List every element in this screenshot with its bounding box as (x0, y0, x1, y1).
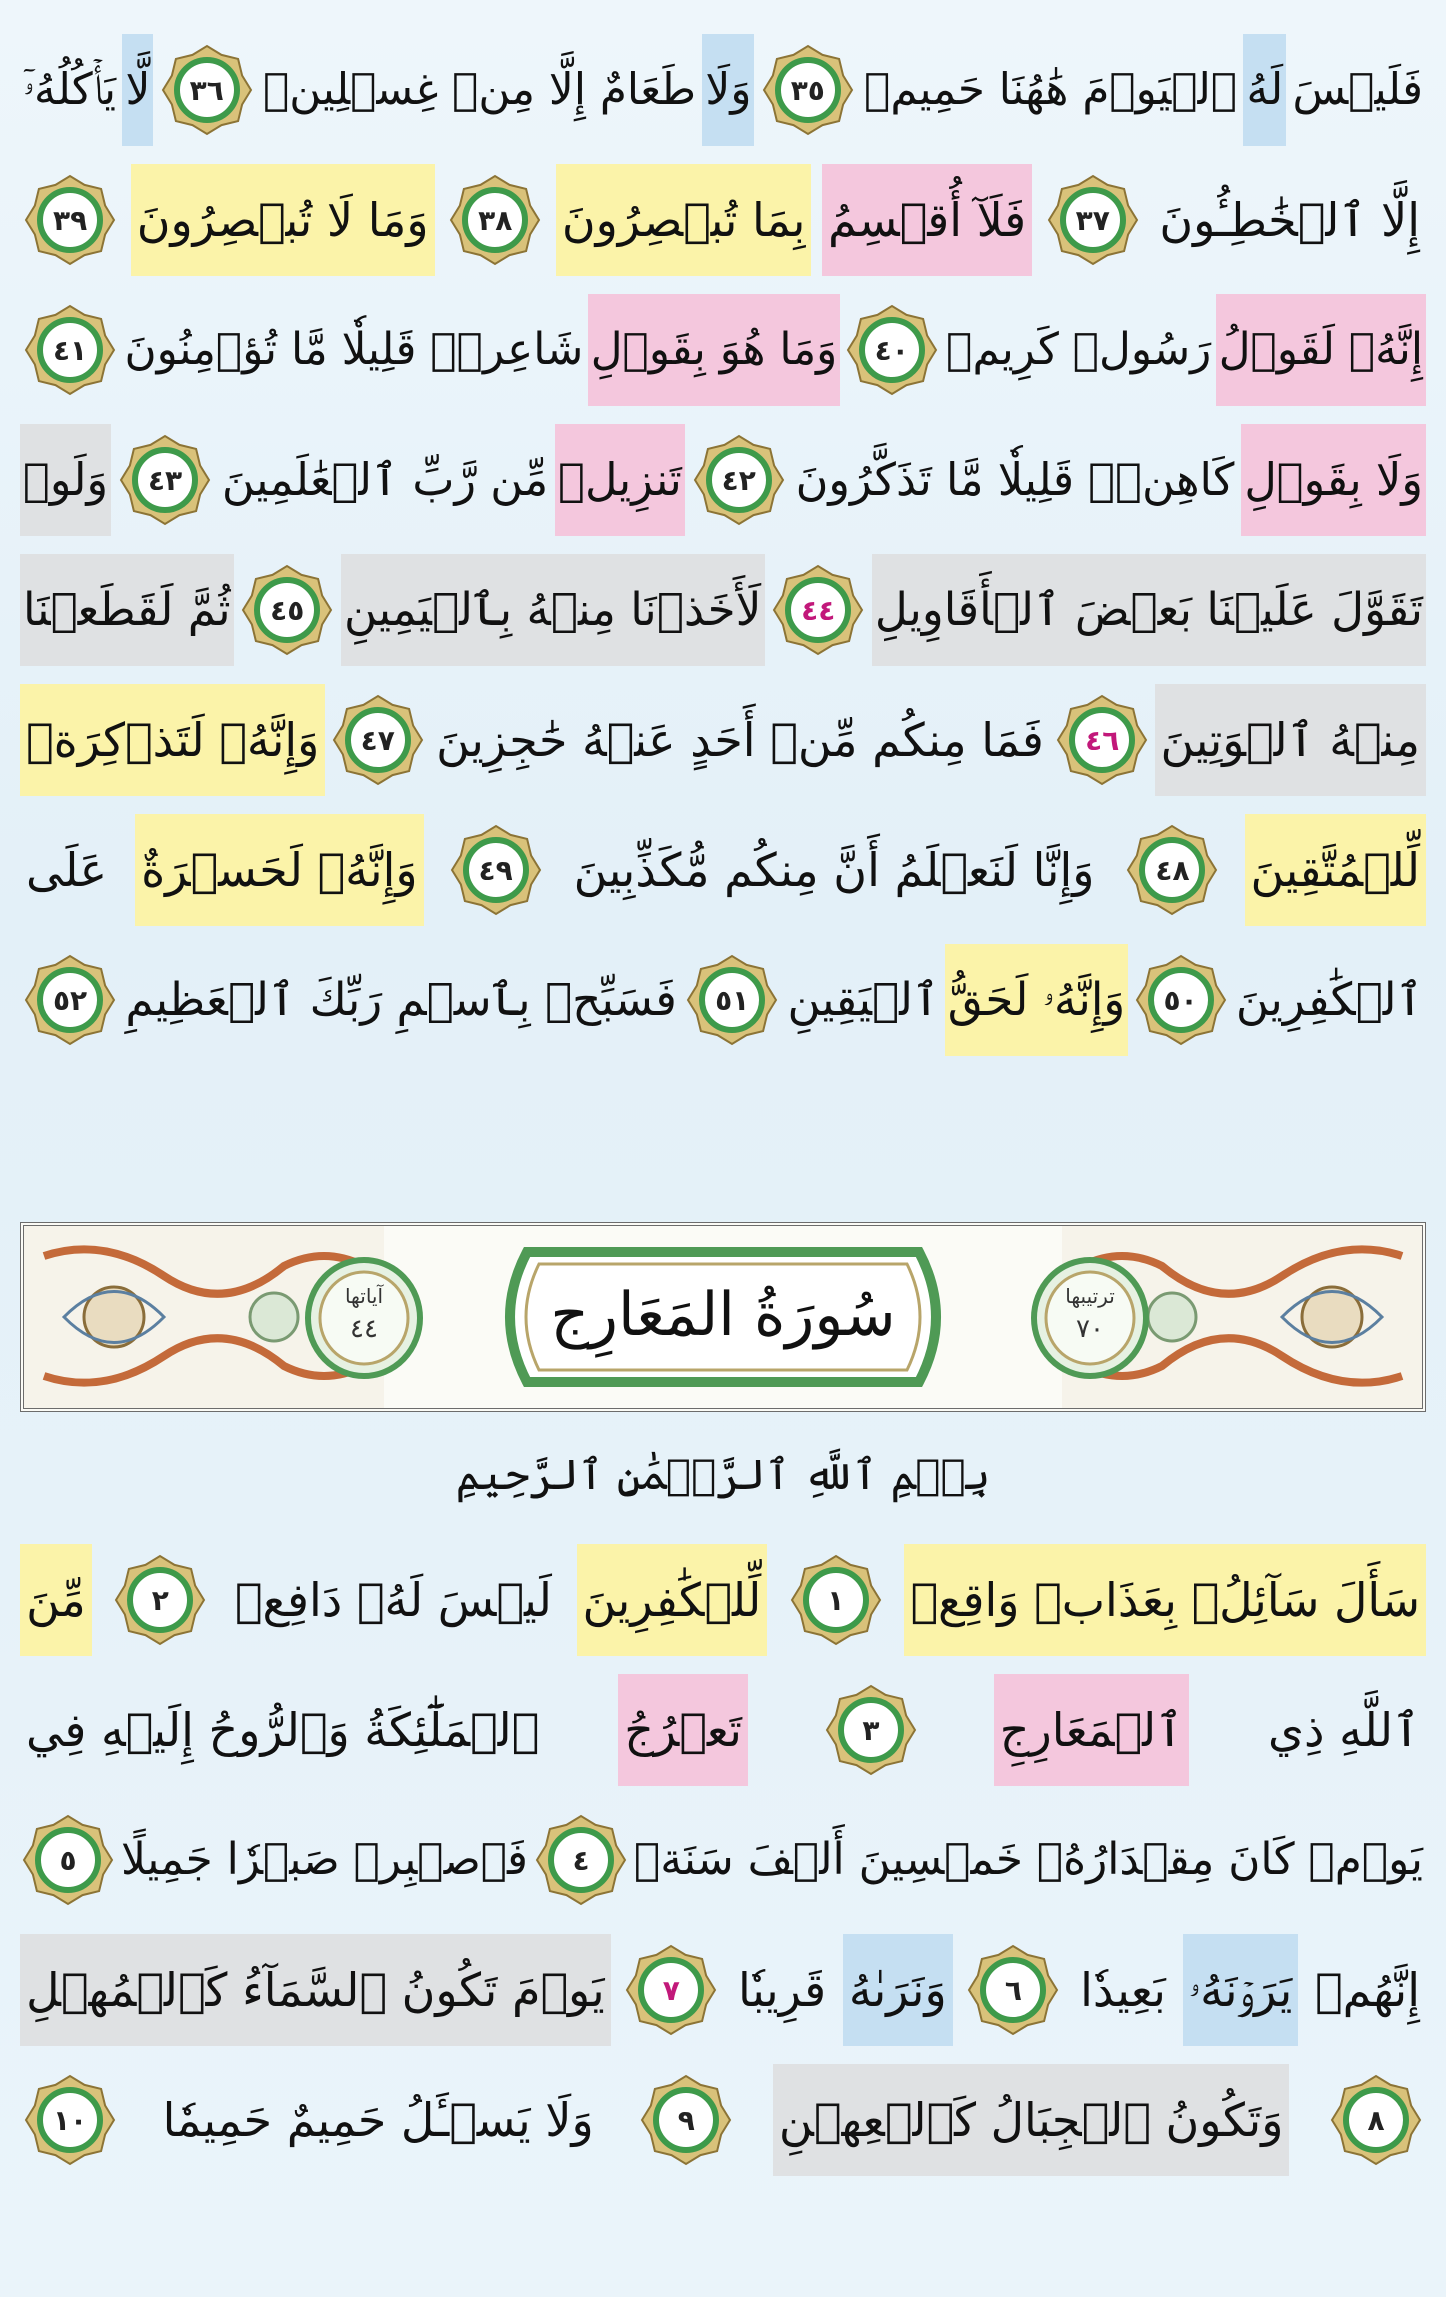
surah-order-medal (1030, 1256, 1150, 1380)
verse-text: مِنۡهُ ٱلۡوَتِينَ (1155, 684, 1426, 796)
ayah-number: ٤٠ (874, 333, 909, 367)
ayah-number: ٣٨ (478, 203, 513, 237)
ayah-marker (450, 824, 542, 916)
ayah-marker (967, 1944, 1059, 2036)
ayah-marker (161, 44, 253, 136)
surah-title: سُورَةُ المَعَارِج (550, 1280, 896, 1350)
ayah-number: ٣٥ (790, 73, 825, 107)
verse-text: وَإِنَّهُۥ لَتَذۡكِرَةٞ (20, 684, 325, 796)
ayat-number: ٤٤ (350, 1314, 378, 1344)
verse-text: وَنَرَىٰهُ (843, 1934, 953, 2046)
ayah-number: ٤٢ (721, 463, 756, 497)
order-label: ترتيبها (1065, 1284, 1115, 1308)
verse-text: مِّن رَّبِّ ٱلۡعَٰلَمِينَ (221, 454, 549, 506)
verse-text: إِنَّهُۥ لَقَوۡلُ (1216, 294, 1426, 406)
ayah-marker (762, 44, 854, 136)
ayah-number: ٣٩ (52, 203, 88, 237)
verse-text: بَعِيدٗا (1080, 1963, 1166, 2017)
verse-text: تَعۡرُجُ (618, 1674, 748, 1786)
ayah-marker (241, 564, 333, 656)
verse-text: مِّنَ (20, 1544, 92, 1656)
ayah-number: ٢ (151, 1583, 169, 1617)
verse-text: يَأۡكُلُهُۥٓ (23, 64, 117, 115)
ayah-marker (535, 1814, 627, 1906)
ayah-marker (1126, 824, 1218, 916)
verse-line (20, 1790, 1426, 1930)
ayah-number: ٥٢ (52, 983, 88, 1017)
verse-text: تَقَوَّلَ عَلَيۡنَا بَعۡضَ ٱلۡأَقَاوِيلِ (872, 554, 1426, 666)
ayah-marker (1330, 2074, 1422, 2166)
ayah-marker (772, 564, 864, 656)
ayah-number: ١ (827, 1583, 845, 1617)
verse-text: لِّلۡمُتَّقِينَ (1245, 814, 1427, 926)
ayah-number: ٧ (662, 1973, 680, 2007)
verse-text: وَإِنَّهُۥ لَحَسۡرَةٌ (135, 814, 424, 926)
ayah-marker (625, 1944, 717, 2036)
ayah-marker (22, 1814, 114, 1906)
ayah-number: ٦ (1004, 1973, 1022, 2007)
verse-text: ٱللَّهِ ذِي (1268, 1703, 1420, 1757)
verse-text: ٱلۡيَقِينِ (787, 973, 940, 1026)
ayah-number: ٥٠ (1163, 983, 1198, 1017)
verse-text: وَلَا بِقَوۡلِ (1241, 424, 1426, 536)
ayah-marker (846, 304, 938, 396)
surah-header-banner (20, 1222, 1426, 1412)
ayah-number: ٤ (572, 1843, 590, 1877)
verse-text: ٱلۡمَلَٰٓئِكَةُ وَٱلرُّوحُ إِلَيۡهِ فِي (26, 1703, 540, 1757)
verse-text: إِلَّا ٱلۡخَٰطِـُٔونَ (1159, 193, 1420, 247)
verse-text: كَاهِنٖۚ قَلِيلٗا مَّا تَذَكَّرُونَ (795, 454, 1235, 506)
ayah-marker (1135, 954, 1227, 1046)
ayah-number: ٣ (862, 1713, 880, 1747)
verse-text: لَهُ (1243, 34, 1286, 146)
ayah-marker (24, 2074, 116, 2166)
ayah-number: ١٠ (52, 2103, 88, 2137)
verse-text: طَعَامٌ إِلَّا مِنۡ غِسۡلِينٖ (263, 64, 697, 115)
ayah-marker (686, 954, 778, 1046)
ayah-number: ٤٩ (478, 853, 513, 887)
verse-line (20, 1660, 1426, 1800)
ayah-number: ٣٧ (1075, 203, 1110, 237)
verse-text: وَلَا (702, 34, 754, 146)
verse-text: رَسُولٖ كَرِيمٖ (946, 324, 1212, 375)
ayah-marker (790, 1554, 882, 1646)
verse-text: سَأَلَ سَآئِلُۢ بِعَذَابٖ وَاقِعٖ (904, 1544, 1426, 1656)
verse-line (20, 410, 1426, 550)
ayah-marker (693, 434, 785, 526)
ayah-marker (114, 1554, 206, 1646)
ayat-count-medal (304, 1256, 424, 1380)
verse-text: تَنزِيلٞ (555, 424, 685, 536)
verse-text: لَيۡسَ لَهُۥ دَافِعٞ (234, 1573, 552, 1627)
verse-text: عَلَى (26, 843, 108, 897)
ayah-marker (24, 954, 116, 1046)
verse-text: وَلَوۡ (20, 424, 111, 536)
ayah-number: ٤٣ (147, 463, 183, 497)
verse-text: لِّلۡكَٰفِرِينَ (577, 1544, 768, 1656)
verse-text: يَرَوۡنَهُۥ (1183, 1934, 1299, 2046)
verse-line (20, 1530, 1426, 1670)
basmala: بِسۡمِ ٱللَّهِ ٱلرَّحۡمَٰنِ ٱلرَّحِيمِ (455, 1450, 991, 1499)
verse-text: وَمَا لَا تُبۡصِرُونَ (131, 164, 435, 276)
ayah-marker (1056, 694, 1148, 786)
ayah-number: ٣٦ (189, 73, 224, 107)
verse-text: فَمَا مِنكُم مِّنۡ أَحَدٍ عَنۡهُ حَٰجِزِينَ (436, 713, 1044, 767)
verse-text: إِنَّهُمۡ (1314, 1963, 1420, 2017)
ayat-label: آياتها (344, 1284, 384, 1308)
ayah-number: ٤٦ (1085, 723, 1120, 757)
verse-text: قَرِيبٗا (738, 1963, 827, 2017)
verse-text: ثُمَّ لَقَطَعۡنَا (20, 554, 234, 666)
verse-text: وَمَا هُوَ بِقَوۡلِ (588, 294, 841, 406)
ayah-marker (119, 434, 211, 526)
verse-text: شَاعِرٖۚ قَلِيلٗا مَّا تُؤۡمِنُونَ (124, 324, 584, 375)
verse-line (20, 800, 1426, 940)
verse-text: ٱلۡمَعَارِجِ (994, 1674, 1189, 1786)
ayah-number: ٥ (59, 1843, 77, 1877)
ayah-marker (640, 2074, 732, 2166)
ayah-marker (825, 1684, 917, 1776)
ayah-number: ٩ (677, 2103, 695, 2137)
verse-text: لَّا (122, 34, 153, 146)
ayah-marker (24, 304, 116, 396)
ayah-marker (1047, 174, 1139, 266)
ayah-number: ٤١ (52, 333, 88, 367)
ayah-number: ٨ (1367, 2103, 1385, 2137)
verse-text: يَوۡمٖ كَانَ مِقۡدَارُهُۥ خَمۡسِينَ أَلۡفَ سَنَةٖ (633, 1834, 1423, 1885)
surah-title-cartouche (487, 1246, 959, 1388)
verse-text: يَوۡمَ تَكُونُ ٱلسَّمَآءُ كَٱلۡمُهۡلِ (20, 1934, 611, 2046)
ayah-marker (24, 174, 116, 266)
verse-text: ٱلۡيَوۡمَ هَٰهُنَا حَمِيمٞ (864, 64, 1238, 115)
ayah-number: ٤٨ (1155, 853, 1190, 887)
ayah-number: ٤٤ (801, 593, 836, 627)
verse-line (20, 930, 1426, 1070)
ayah-marker (332, 694, 424, 786)
verse-line (20, 670, 1426, 810)
verse-line (20, 150, 1426, 290)
verse-text: وَإِنَّهُۥ لَحَقُّ (945, 944, 1128, 1056)
ayah-number: ٥١ (715, 983, 750, 1017)
ayah-number: ٤٥ (270, 593, 305, 627)
verse-line (20, 1920, 1426, 2060)
verse-text: بِمَا تُبۡصِرُونَ (556, 164, 812, 276)
ayah-marker (449, 174, 541, 266)
verse-text: فَلَيۡسَ (1292, 64, 1423, 115)
verse-text: وَتَكُونُ ٱلۡجِبَالُ كَٱلۡعِهۡنِ (773, 2064, 1290, 2176)
verse-text: وَإِنَّا لَنَعۡلَمُ أَنَّ مِنكُم مُّكَذِّبِينَ (573, 843, 1095, 897)
order-number: ٧٠ (1076, 1314, 1104, 1344)
verse-line (20, 20, 1426, 160)
verse-line (20, 540, 1426, 680)
verse-text: فَلَآ أُقۡسِمُ (822, 164, 1032, 276)
verse-text: وَلَا يَسۡـَٔلُ حَمِيمٌ حَمِيمٗا (162, 2093, 594, 2147)
verse-line (20, 2050, 1426, 2190)
verse-line (20, 280, 1426, 420)
verse-text: فَسَبِّحۡ بِٱسۡمِ رَبِّكَ ٱلۡعَظِيمِ (125, 973, 677, 1026)
verse-text: ٱلۡكَٰفِرِينَ (1235, 973, 1423, 1026)
verse-text: فَٱصۡبِرۡ صَبۡرٗا جَمِيلًا (121, 1834, 528, 1885)
ayah-number: ٤٧ (360, 723, 395, 757)
verse-text: لَأَخَذۡنَا مِنۡهُ بِٱلۡيَمِينِ (341, 554, 765, 666)
